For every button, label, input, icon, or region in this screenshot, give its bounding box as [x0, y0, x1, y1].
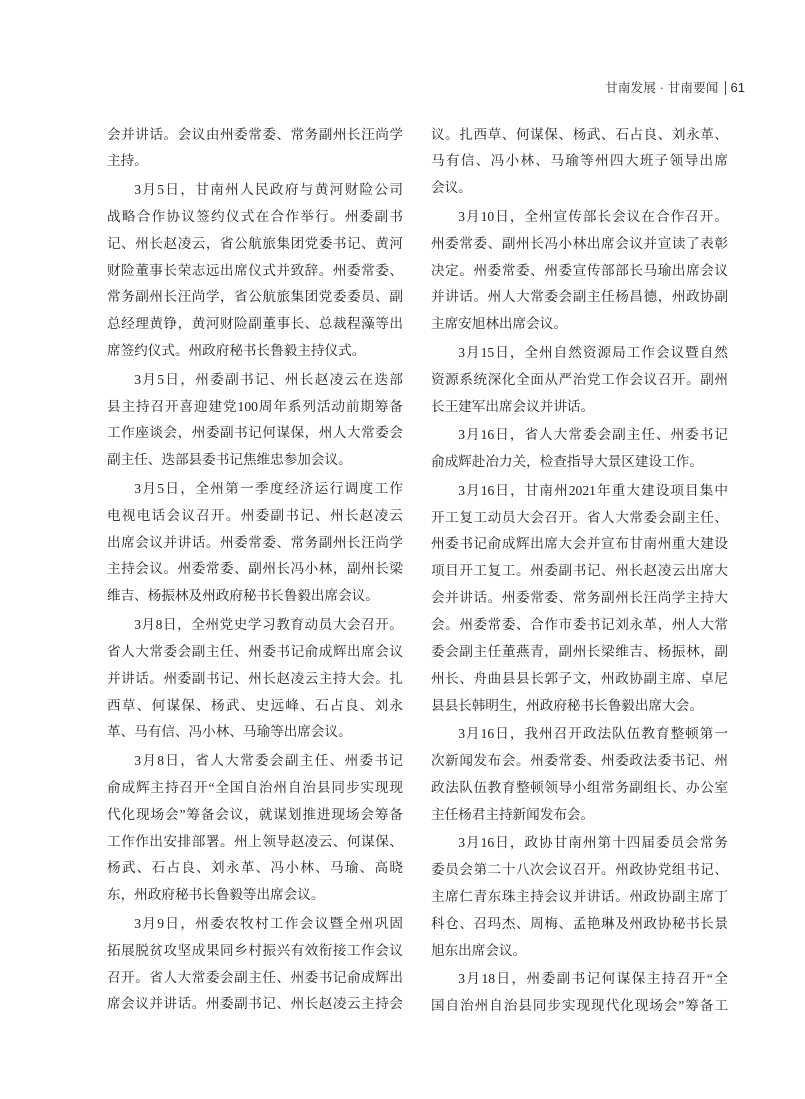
text-line: 科仓、召玛杰、周梅、孟艳琳及州政协秘书长景	[431, 915, 728, 931]
text-line: 维吉、杨振林及州政府秘书长鲁毅出席会议。	[107, 588, 379, 604]
text-line: 资源系统深化全面从严治党工作会议召开。副州	[431, 371, 728, 387]
text-line: 州委书记俞成辉出席大会并宣布甘南州重大建设	[431, 536, 728, 552]
text-line: 县县长韩明生，州政府秘书长鲁毅出席大会。	[431, 697, 703, 713]
right-column	[431, 122, 728, 1020]
text-line: 席会议并讲话。州委副书记、州长赵凌云主持会	[107, 996, 403, 1012]
text-line: 会并讲话。州委常委、常务副州长汪尚学主持大	[431, 590, 728, 606]
continued-paragraph	[107, 122, 403, 176]
text-line: 战略合作协议签约仪式在合作举行。州委副书	[107, 208, 403, 224]
text-line: 项目开工复工。州委副书记、州长赵凌云出席大	[431, 563, 728, 579]
news-paragraph	[431, 721, 728, 828]
text-line: 俞成辉赴冶力关，检查指导大景区建设工作。	[431, 454, 703, 470]
text-line: 杨武、石占良、刘永革、冯小林、马瑜、高晓	[107, 860, 403, 876]
text-line: 州委常委、副州长冯小林出席会议并宣读了表彰	[431, 235, 728, 251]
text-line: 并讲话。州委副书记、州长赵凌云主持大会。扎	[107, 670, 403, 686]
text-line: 会。州委常委、合作市委书记刘永革，州人大常	[431, 616, 728, 632]
text-line: 代化现场会”筹备会议，就谋划推进现场会筹备	[107, 806, 403, 822]
text-line: 革、马有信、冯小林、马瑜等出席会议。	[107, 724, 352, 740]
text-line: 县主持召开喜迎建党100周年系列活动前期筹备	[107, 398, 403, 414]
text-line: 议。扎西草、何谋保、杨武、石占良、刘永革、	[431, 126, 728, 142]
text-line: 总经理黄铮，黄河财险副董事长、总裁程藻等出	[107, 316, 403, 332]
text-line: 3月5日，州委副书记、州长赵凌云在迭部	[134, 371, 403, 387]
news-paragraph	[431, 340, 728, 421]
text-line: 3月16日，甘南州2021年重大建设项目集中	[458, 482, 728, 498]
text-line: 副主任、迭部县委书记焦维忠参加会议。	[107, 452, 352, 468]
news-paragraph	[107, 367, 403, 474]
news-paragraph	[431, 966, 728, 1020]
left-column	[107, 122, 403, 1019]
news-paragraph	[107, 476, 403, 610]
text-line: 出席会议并讲话。州委常委、常务副州长汪尚学	[107, 534, 403, 550]
text-line: 工作作出安排部署。州上领导赵凌云、何谋保、	[107, 833, 403, 849]
continued-paragraph	[431, 122, 728, 203]
text-line: 州长、舟曲县县长郭子文，州政协副主席、卓尼	[431, 670, 728, 686]
text-line: 召开。省人大常委会副主任、州委书记俞成辉出	[107, 969, 403, 985]
text-line: 3月16日，省人大常委会副主任、州委书记	[458, 427, 728, 443]
text-line: 3月18日，州委副书记何谋保主持召开“全	[458, 971, 728, 987]
news-paragraph	[107, 911, 403, 1018]
text-line: 东，州政府秘书长鲁毅等出席会议。	[107, 887, 325, 903]
text-line: 常务副州长汪尚学，省公航旅集团党委委员、副	[107, 289, 403, 305]
text-line: 3月16日，我州召开政法队伍教育整顿第一	[458, 726, 728, 742]
text-line: 记、州长赵凌云，省公航旅集团党委书记、黄河	[107, 235, 403, 251]
text-line: 委会副主任董燕青，副州长梁维吉、杨振林，副	[431, 643, 728, 659]
text-line: 电视电话会议召开。州委副书记、州长赵凌云	[107, 507, 403, 523]
text-line: 省人大常委会副主任、州委书记俞成辉出席会议	[107, 643, 403, 659]
news-paragraph	[431, 422, 728, 476]
text-line: 俞成辉主持召开“全国自治州自治县同步实现现	[107, 779, 403, 795]
text-line: 3月15日，全州自然资源局工作会议暨自然	[458, 344, 728, 360]
text-line: 国自治州自治县同步实现现代化现场会”筹备工	[431, 998, 728, 1014]
text-line: 长王建军出席会议并讲话。	[431, 398, 595, 414]
text-line: 拓展脱贫攻坚成果同乡村振兴有效衔接工作会议	[107, 942, 403, 958]
news-paragraph	[431, 204, 728, 338]
text-line: 主席仁青东珠主持会议并讲话。州政协副主席丁	[431, 889, 728, 904]
section-title: 甘南发展 · 甘南要闻	[605, 81, 719, 95]
text-line: 会议。	[431, 180, 472, 196]
text-line: 旭东出席会议。	[431, 942, 527, 958]
text-line: 工作座谈会，州委副书记何谋保，州人大常委会	[107, 425, 403, 441]
text-line: 3月8日，省人大常委会副主任、州委书记	[134, 752, 403, 768]
text-line: 主持会议。州委常委、副州长冯小林，副州长梁	[107, 561, 403, 577]
text-line: 3月5日，全州第一季度经济运行调度工作	[134, 480, 403, 496]
news-paragraph	[107, 612, 403, 746]
text-line: 马有信、冯小林、马瑜等州四大班子领导出席	[431, 153, 728, 169]
text-line: 会并讲话。会议由州委常委、常务副州长汪尚学	[107, 126, 403, 142]
text-line: 3月16日，政协甘南州第十四届委员会常务	[458, 835, 728, 851]
text-line: 3月5日，甘南州人民政府与黄河财险公司	[134, 182, 403, 198]
text-line: 主任杨君主持新闻发布会。	[431, 806, 595, 822]
text-line: 西草、何谋保、杨武、史远峰、石占良、刘永	[107, 697, 403, 713]
text-line: 3月9日，州委农牧村工作会议暨全州巩固	[134, 915, 403, 931]
header-divider	[725, 81, 726, 95]
text-line: 3月10日，全州宣传部长会议在合作召开。	[458, 208, 728, 224]
running-header	[605, 79, 745, 97]
text-line: 财险董事长荣志远出席仪式并致辞。州委常委、	[107, 262, 403, 278]
news-paragraph	[107, 177, 403, 365]
text-line: 委员会第二十八次会议召开。州政协党组书记、	[431, 862, 728, 878]
text-line: 席签约仪式。州政府秘书长鲁毅主持仪式。	[107, 343, 366, 359]
text-line: 决定。州委常委、州委宣传部部长马瑜出席会议	[431, 262, 728, 278]
text-line: 3月8日，全州党史学习教育动员大会召开。	[134, 616, 403, 632]
text-line: 并讲话。州人大常委会副主任杨昌德，州政协副	[431, 289, 728, 305]
text-line: 主持。	[107, 153, 148, 169]
news-paragraph	[431, 830, 728, 964]
page-number: 61	[730, 80, 745, 95]
news-paragraph	[431, 478, 728, 720]
news-paragraph	[107, 748, 403, 909]
text-line: 政法队伍教育整顿领导小组常务副组长、办公室	[431, 779, 728, 795]
text-line: 次新闻发布会。州委常委、州委政法委书记、州	[431, 752, 728, 768]
text-line: 开工复工动员大会召开。省人大常委会副主任、	[431, 509, 728, 525]
text-line: 主席安旭林出席会议。	[431, 316, 567, 332]
